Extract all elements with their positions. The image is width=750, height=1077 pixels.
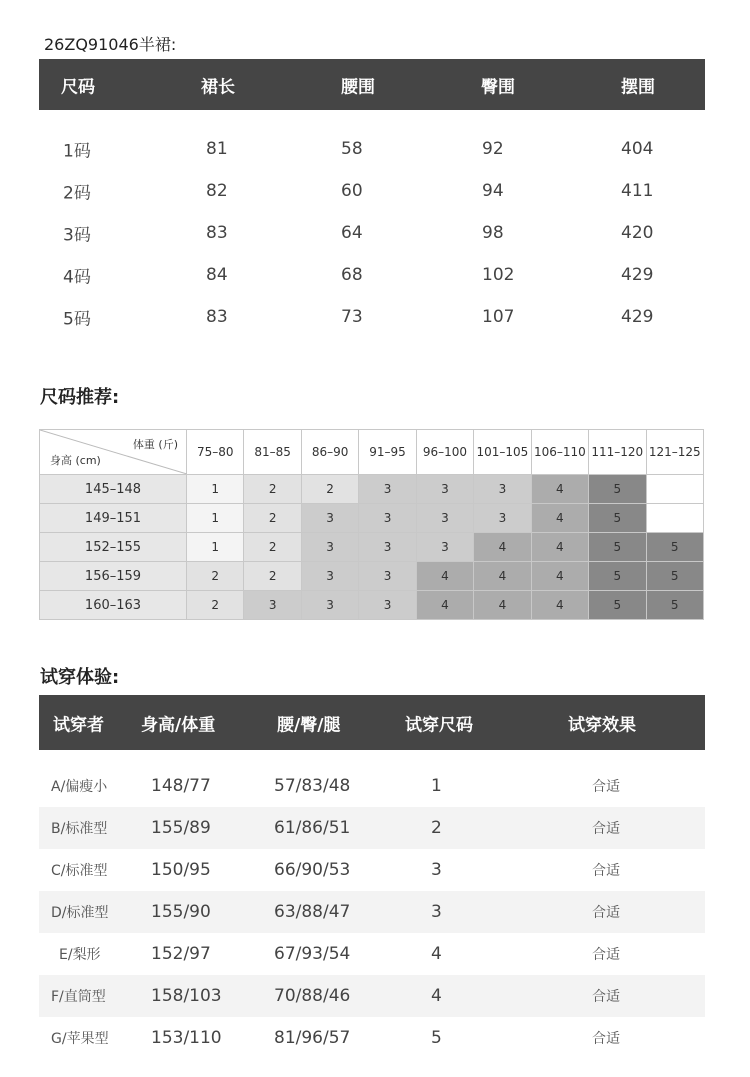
- try-on-cell-height-weight: 152/97: [151, 944, 211, 964]
- header-fit-result: 试穿效果: [568, 715, 636, 735]
- size-cell-length: 83: [206, 223, 228, 243]
- header-height-weight: 身高/体重: [141, 715, 216, 735]
- try-on-cell-measurements: 66/90/53: [274, 860, 351, 880]
- try-on-cell-measurements: 63/88/47: [274, 902, 351, 922]
- size-recommendation-cell: 5: [589, 562, 646, 591]
- weight-column-header: 121–125: [646, 430, 704, 475]
- try-on-cell-size: 4: [431, 944, 442, 964]
- size-cell-size: 5码: [63, 309, 91, 330]
- try-on-cell-tester: F/直筒型: [51, 989, 106, 1005]
- size-recommendation-cell: 3: [474, 475, 531, 504]
- height-row-label: 156–159: [40, 562, 187, 591]
- try-on-cell-tester: B/标准型: [51, 821, 108, 837]
- size-recommendation-cell: 2: [187, 562, 244, 591]
- size-cell-length: 83: [206, 307, 228, 327]
- size-recommendation-cell: 2: [244, 504, 301, 533]
- size-recommendation-cell: 3: [474, 504, 531, 533]
- size-recommendation-cell: [646, 475, 704, 504]
- size-recommendation-cell: 2: [301, 475, 358, 504]
- size-recommendation-cell: 4: [474, 533, 531, 562]
- size-recommendation-cell: 1: [187, 533, 244, 562]
- weight-column-header: 106–110: [531, 430, 588, 475]
- size-cell-hip: 94: [482, 181, 504, 201]
- size-cell-length: 82: [206, 181, 228, 201]
- size-cell-hip: 92: [482, 139, 504, 159]
- grid-row: [40, 533, 704, 562]
- height-row-label: 160–163: [40, 591, 187, 620]
- size-recommendation-cell: 3: [416, 533, 473, 562]
- size-cell-waist: 60: [341, 181, 363, 201]
- try-on-cell-fit: 合适: [592, 821, 620, 837]
- size-recommendation-cell: 3: [359, 591, 416, 620]
- header-hip: 臀围: [481, 77, 515, 97]
- grid-row: [40, 562, 704, 591]
- size-recommendation-cell: 2: [244, 475, 301, 504]
- try-on-cell-height-weight: 150/95: [151, 860, 211, 880]
- try-on-cell-fit: 合适: [592, 1031, 620, 1047]
- try-on-cell-height-weight: 158/103: [151, 986, 222, 1006]
- try-on-cell-size: 2: [431, 818, 442, 838]
- size-recommendation-cell: 4: [474, 562, 531, 591]
- weight-column-header: 86–90: [301, 430, 358, 475]
- size-recommendation-cell: 3: [359, 562, 416, 591]
- size-cell-hem: 429: [621, 307, 654, 327]
- try-on-cell-measurements: 70/88/46: [274, 986, 351, 1006]
- header-hem: 摆围: [621, 77, 655, 97]
- header-size: 尺码: [61, 77, 95, 97]
- size-recommendation-cell: 4: [531, 591, 588, 620]
- size-cell-waist: 64: [341, 223, 363, 243]
- size-recommendation-cell: 5: [589, 475, 646, 504]
- weight-column-header: 96–100: [416, 430, 473, 475]
- try-on-title: 试穿体验:: [40, 667, 120, 688]
- size-recommendation-cell: 4: [531, 504, 588, 533]
- grid-row: [40, 475, 704, 504]
- try-on-cell-height-weight: 148/77: [151, 776, 211, 796]
- size-cell-waist: 68: [341, 265, 363, 285]
- recommendation-title: 尺码推荐:: [40, 387, 120, 408]
- height-row-label: 145–148: [40, 475, 187, 504]
- size-chart-title: 26ZQ91046半裙:: [44, 35, 177, 54]
- size-recommendation-cell: 5: [589, 533, 646, 562]
- size-recommendation-cell: 3: [416, 504, 473, 533]
- try-on-cell-tester: E/梨形: [59, 947, 101, 963]
- size-recommendation-cell: 5: [589, 504, 646, 533]
- header-tester: 试穿者: [53, 715, 104, 735]
- try-on-row: [39, 849, 705, 891]
- size-recommendation-cell: 1: [187, 504, 244, 533]
- size-cell-size: 2码: [63, 183, 91, 204]
- size-recommendation-cell: 4: [416, 591, 473, 620]
- size-row: [39, 170, 705, 212]
- try-on-header: [39, 695, 705, 750]
- weight-column-header: 101–105: [474, 430, 531, 475]
- try-on-cell-tester: D/标准型: [51, 905, 109, 921]
- size-cell-waist: 73: [341, 307, 363, 327]
- try-on-cell-fit: 合适: [592, 989, 620, 1005]
- try-on-cell-fit: 合适: [592, 905, 620, 921]
- size-recommendation-cell: 4: [416, 562, 473, 591]
- size-recommendation-cell: 1: [187, 475, 244, 504]
- size-recommendation-cell: 3: [359, 475, 416, 504]
- size-recommendation-cell: 4: [531, 475, 588, 504]
- try-on-row: [39, 975, 705, 1017]
- size-cell-hem: 404: [621, 139, 654, 159]
- size-recommendation-cell: 5: [589, 591, 646, 620]
- try-on-row: [39, 1017, 705, 1059]
- try-on-cell-size: 3: [431, 860, 442, 880]
- size-recommendation-cell: 4: [531, 533, 588, 562]
- try-on-cell-tester: A/偏瘦小: [51, 779, 108, 795]
- try-on-table: [39, 765, 705, 1059]
- size-chart-table: [39, 128, 705, 338]
- header-try-size: 试穿尺码: [405, 715, 473, 735]
- size-cell-length: 81: [206, 139, 228, 159]
- size-cell-size: 1码: [63, 141, 91, 162]
- weight-axis-label: 体重 (斤): [132, 438, 178, 451]
- size-recommendation-cell: 3: [244, 591, 301, 620]
- size-recommendation-cell: 3: [301, 504, 358, 533]
- size-recommendation-cell: 4: [474, 591, 531, 620]
- size-cell-size: 4码: [63, 267, 91, 288]
- size-recommendation-cell: 3: [301, 562, 358, 591]
- size-recommendation-cell: 3: [301, 591, 358, 620]
- try-on-cell-measurements: 61/86/51: [274, 818, 351, 838]
- weight-column-header: 75–80: [187, 430, 244, 475]
- size-recommendation-cell: 2: [244, 562, 301, 591]
- try-on-cell-tester: G/苹果型: [51, 1031, 109, 1047]
- try-on-row: [39, 807, 705, 849]
- size-recommendation-cell: 3: [416, 475, 473, 504]
- size-row: [39, 128, 705, 170]
- try-on-cell-measurements: 81/96/57: [274, 1028, 351, 1048]
- size-recommendation-cell: 4: [531, 562, 588, 591]
- size-recommendation-cell: 2: [187, 591, 244, 620]
- size-row: [39, 296, 705, 338]
- size-recommendation-cell: 5: [646, 591, 704, 620]
- height-axis-label: 身高 (cm): [50, 454, 101, 467]
- grid-corner-cell: [40, 430, 187, 475]
- weight-column-header: 91–95: [359, 430, 416, 475]
- size-recommendation-cell: 2: [244, 533, 301, 562]
- size-recommendation-cell: 5: [646, 562, 704, 591]
- try-on-cell-fit: 合适: [592, 863, 620, 879]
- try-on-cell-measurements: 67/93/54: [274, 944, 351, 964]
- size-row: [39, 212, 705, 254]
- try-on-cell-tester: C/标准型: [51, 863, 108, 879]
- size-recommendation-cell: 3: [359, 533, 416, 562]
- size-recommendation-cell: 5: [646, 533, 704, 562]
- size-cell-hip: 107: [482, 307, 515, 327]
- try-on-row: [39, 765, 705, 807]
- try-on-row: [39, 891, 705, 933]
- try-on-cell-size: 5: [431, 1028, 442, 1048]
- size-cell-waist: 58: [341, 139, 363, 159]
- header-waist: 腰围: [341, 77, 375, 97]
- try-on-cell-measurements: 57/83/48: [274, 776, 351, 796]
- try-on-cell-fit: 合适: [592, 947, 620, 963]
- size-cell-hip: 102: [482, 265, 515, 285]
- try-on-cell-fit: 合适: [592, 779, 620, 795]
- header-measurements: 腰/臀/腿: [277, 715, 341, 735]
- size-chart-header: [39, 59, 705, 110]
- try-on-row: [39, 933, 705, 975]
- try-on-cell-height-weight: 155/89: [151, 818, 211, 838]
- height-row-label: 152–155: [40, 533, 187, 562]
- try-on-cell-size: 3: [431, 902, 442, 922]
- weight-column-header: 81–85: [244, 430, 301, 475]
- size-recommendation-grid: [39, 429, 704, 620]
- size-cell-length: 84: [206, 265, 228, 285]
- size-recommendation-cell: [646, 504, 704, 533]
- size-cell-size: 3码: [63, 225, 91, 246]
- height-row-label: 149–151: [40, 504, 187, 533]
- size-recommendation-cell: 3: [359, 504, 416, 533]
- size-cell-hem: 420: [621, 223, 654, 243]
- size-cell-hem: 429: [621, 265, 654, 285]
- size-cell-hip: 98: [482, 223, 504, 243]
- try-on-cell-size: 4: [431, 986, 442, 1006]
- try-on-cell-size: 1: [431, 776, 442, 796]
- grid-row: [40, 591, 704, 620]
- size-cell-hem: 411: [621, 181, 654, 201]
- size-recommendation-cell: 3: [301, 533, 358, 562]
- try-on-cell-height-weight: 153/110: [151, 1028, 222, 1048]
- weight-column-header: 111–120: [589, 430, 646, 475]
- grid-row: [40, 504, 704, 533]
- try-on-cell-height-weight: 155/90: [151, 902, 211, 922]
- size-row: [39, 254, 705, 296]
- header-length: 裙长: [201, 77, 235, 97]
